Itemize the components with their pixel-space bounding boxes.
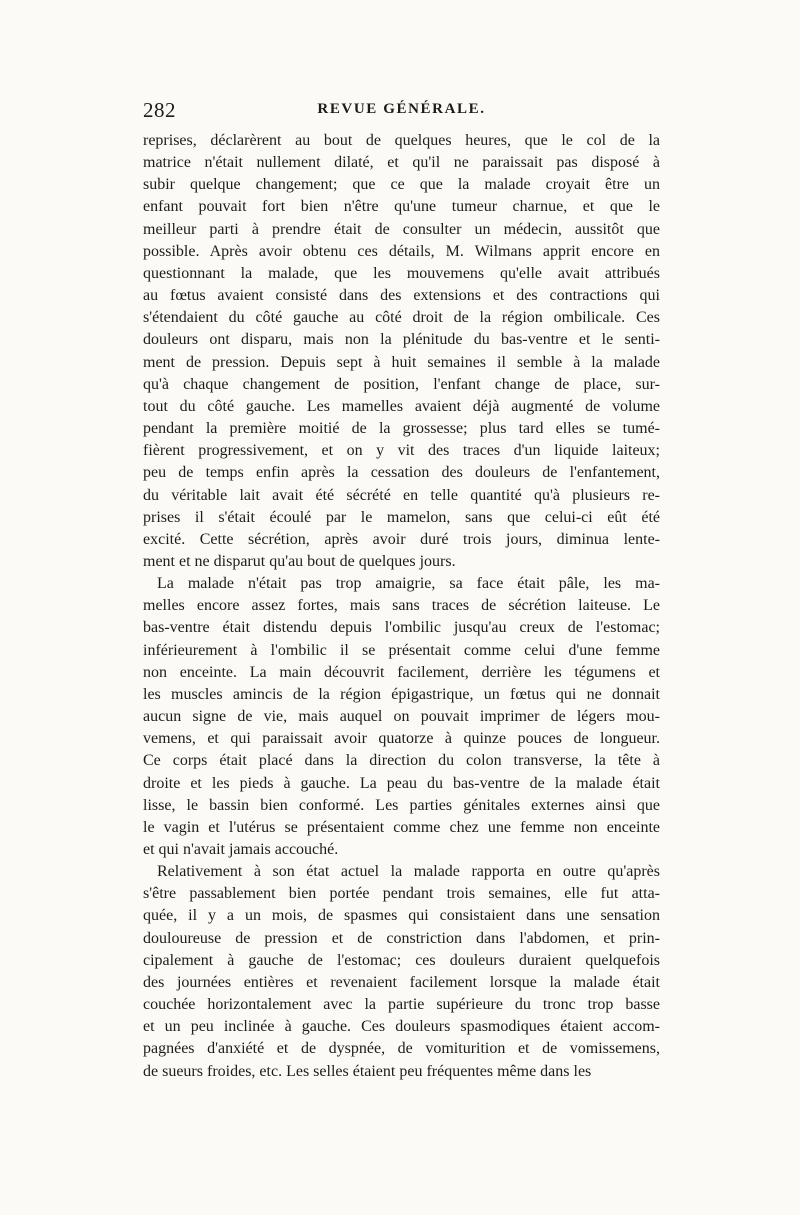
text-line: matrice n'était nullement dilaté, et qu'il ne paraissait pas disposé à: [143, 154, 660, 172]
text-line: pagnées d'anxiété et de dyspnée, de vomiturition et de vomissemens,: [143, 1040, 660, 1058]
text-line: le vagin et l'utérus se présentaient comme chez une femme non enceinte: [143, 818, 660, 836]
text-line: ment de pression. Depuis sept à huit semaines il semble à la malade: [143, 353, 660, 371]
text-line: Relativement à son état actuel la malade rapporta en outre qu'après: [157, 863, 660, 881]
text-line: possible. Après avoir obtenu ces détails, M. Wilmans apprit encore en: [143, 242, 660, 260]
text-line: s'être passablement bien portée pendant trois semaines, elle fut atta-: [143, 885, 660, 903]
text-line: des journées entières et revenaient facilement lorsque la malade était: [143, 973, 660, 991]
text-line: s'étendaient du côté gauche au côté droit de la région ombilicale. Ces: [143, 309, 660, 327]
text-line: tout du côté gauche. Les mamelles avaient déjà augmenté de volume: [143, 397, 660, 415]
text-line: melles encore assez fortes, mais sans traces de sécrétion laiteuse. Le: [143, 597, 660, 615]
text-line: peu de temps enfin après la cessation des douleurs de l'enfantement,: [143, 464, 660, 482]
running-title: REVUE GÉNÉRALE.: [317, 101, 486, 117]
text-line: couchée horizontalement avec la partie supérieure du tronc trop basse: [143, 996, 660, 1014]
paragraph: [143, 573, 660, 861]
text-line: du véritable lait avait été sécrété en telle quantité qu'à plusieurs re-: [143, 486, 660, 504]
text-line: et qui n'avait jamais accouché.: [143, 841, 339, 858]
text-line: douleurs ont disparu, mais non la plénitude du bas-ventre et le senti-: [143, 331, 660, 349]
text-line: douloureuse de pression et de constriction dans l'abdomen, et prin-: [143, 929, 660, 947]
text-line: pendant la première moitié de la grossesse; plus tard elles se tumé-: [143, 420, 660, 438]
text-line: lisse, le bassin bien conformé. Les parties génitales externes ainsi que: [143, 796, 660, 814]
body-text: [143, 130, 660, 1083]
text-line: reprises, déclarèrent au bout de quelques heures, que le col de la: [143, 132, 660, 149]
text-line: meilleur parti à prendre était de consulter un médecin, aussitôt que: [143, 220, 660, 238]
text-line: de sueurs froides, etc. Les selles étaient peu fréquentes même dans les: [143, 1062, 592, 1080]
text-line: aucun signe de vie, mais auquel on pouvait imprimer de légers mou-: [143, 708, 660, 726]
text-line: quée, il y a un mois, de spasmes qui consistaient dans une sensation: [143, 907, 660, 925]
text-line: Ce corps était placé dans la direction du colon transverse, la tête à: [143, 752, 660, 770]
text-line: questionnant la malade, que les mouvemens qu'elle avait attribués: [143, 264, 660, 282]
text-line: prises il s'était écoulé par le mamelon, sans que celui-ci eût été: [143, 508, 660, 526]
text-line: subir quelque changement; que ce que la malade croyait être un: [143, 176, 660, 194]
text-line: enfant pouvait fort bien n'être qu'une tumeur charnue, et que le: [143, 198, 660, 216]
page-header: [143, 98, 660, 124]
text-line: vemens, et qui paraissait avoir quatorze à quinze pouces de longueur.: [143, 730, 660, 748]
paragraph: [143, 130, 660, 573]
text-line: ment et ne disparut qu'au bout de quelques jours.: [143, 552, 456, 570]
text-line: cipalement à gauche de l'estomac; ces douleurs duraient quelquefois: [143, 951, 660, 969]
text-line: qu'à chaque changement de position, l'enfant change de place, sur-: [143, 375, 660, 393]
text-line: au fœtus avaient consisté dans des extensions et des contractions qui: [143, 287, 660, 305]
text-line: non enceinte. La main découvrit facilement, derrière les tégumens et: [143, 663, 660, 681]
text-line: inférieurement à l'ombilic il se présentait comme celui d'une femme: [143, 641, 660, 659]
text-line: droite et les pieds à gauche. La peau du bas-ventre de la malade était: [143, 774, 660, 792]
text-line: fièrent progressivement, et on y vit des traces d'un liquide laiteux;: [143, 442, 660, 460]
text-line: La malade n'était pas trop amaigrie, sa face était pâle, les ma-: [157, 575, 660, 593]
text-line: et un peu inclinée à gauche. Ces douleurs spasmodiques étaient accom-: [143, 1018, 660, 1036]
text-line: les muscles amincis de la région épigastrique, un fœtus qui ne donnait: [143, 685, 660, 703]
text-line: bas-ventre était distendu depuis l'ombilic jusqu'au creux de l'estomac;: [143, 619, 660, 637]
page-number: 282: [143, 98, 176, 122]
text-line: excité. Cette sécrétion, après avoir duré trois jours, diminua lente-: [143, 530, 660, 548]
paragraph: [143, 861, 660, 1083]
